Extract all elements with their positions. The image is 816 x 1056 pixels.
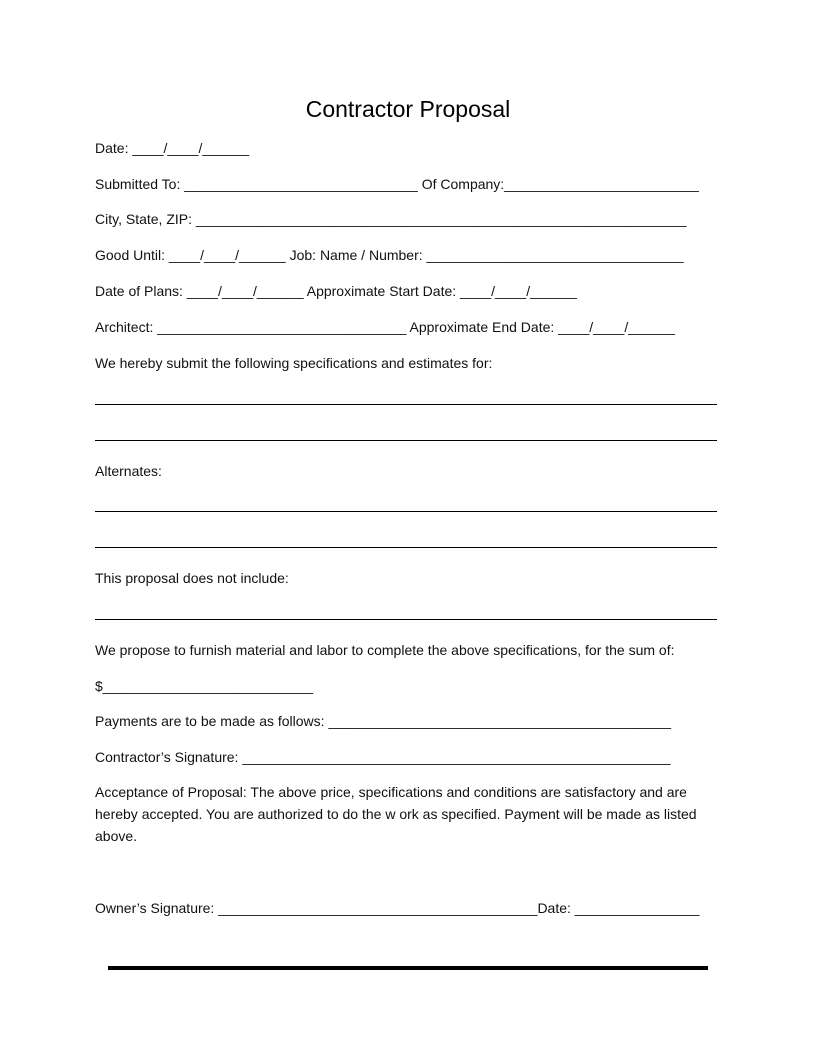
propose-sum-label: We propose to furnish material and labor to complete the above specifications, for the sum of: [95, 642, 675, 658]
owner-signature-field[interactable]: Owner’s Signature: _________________________________________Date: ________________ [95, 900, 700, 916]
specifications-line-2[interactable] [95, 440, 717, 441]
sum-field[interactable]: $___________________________ [95, 678, 314, 694]
payments-field[interactable]: Payments are to be made as follows: ____________________________________________ [95, 713, 672, 729]
contractor-signature-field[interactable]: Contractor’s Signature: _______________________________________________________ [95, 749, 671, 765]
specifications-line-1[interactable] [95, 404, 717, 405]
footer-divider [108, 966, 708, 970]
page-title: Contractor Proposal [305, 96, 511, 122]
submitted-to-field[interactable]: Submitted To: ______________________________ Of Company:_________________________ [95, 176, 699, 192]
alternates-line-2[interactable] [95, 547, 717, 548]
good-until-job-field[interactable]: Good Until: ____/____/______ Job: Name / Number: _________________________________ [95, 247, 684, 263]
alternates-label: Alternates: [95, 463, 162, 479]
date-field[interactable]: Date: ____/____/______ [95, 140, 250, 156]
alternates-line-1[interactable] [95, 511, 717, 512]
city-state-zip-field[interactable]: City, State, ZIP: _______________________________________________________________ [95, 211, 687, 227]
not-include-label: This proposal does not include: [95, 570, 289, 586]
not-include-line[interactable] [95, 619, 717, 620]
date-of-plans-field[interactable]: Date of Plans: ____/____/______ Approximate Start Date: ____/____/______ [95, 283, 577, 299]
architect-field[interactable]: Architect: ________________________________ Approximate End Date: ____/____/______ [95, 319, 675, 335]
specifications-label: We hereby submit the following specifications and estimates for: [95, 355, 493, 371]
acceptance-paragraph: Acceptance of Proposal: The above price, specifications and conditions are satisfactory and are hereby accepted. You are authorized to do the w ork as specified. Payment will be made as listed above. [95, 784, 697, 844]
